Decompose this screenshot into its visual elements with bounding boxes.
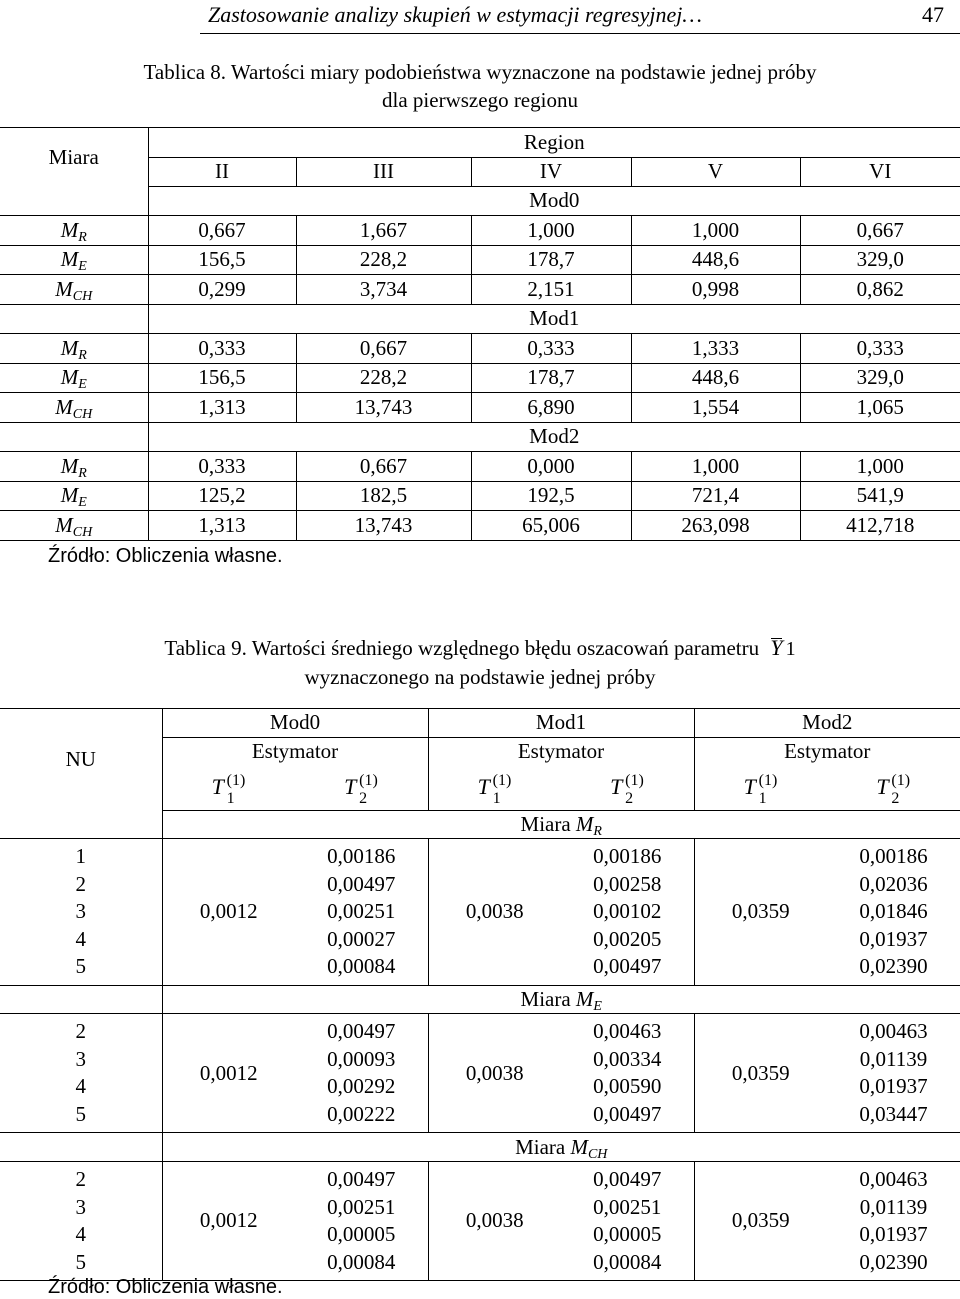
- value-cell: 412,718: [800, 511, 960, 541]
- section-label-word: Miara: [515, 1134, 566, 1159]
- t-subscript: 2: [359, 790, 368, 808]
- t-symbol: [610, 772, 644, 808]
- value-cell: 125,2: [148, 481, 296, 511]
- t2-value: 0,00590: [593, 1074, 662, 1099]
- t2-value: 0,00005: [593, 1222, 662, 1247]
- value-cell: 1,000: [631, 216, 800, 246]
- measure-cell: [0, 481, 148, 511]
- t2-value: 0,00251: [593, 1194, 662, 1219]
- t2-value: 0,00084: [327, 1249, 396, 1274]
- col-nu-header: NU: [0, 709, 162, 811]
- t2-cell: [295, 1014, 428, 1133]
- page-number: 47: [922, 2, 944, 27]
- value-cell: 65,006: [471, 511, 631, 541]
- t8-group-row: [0, 304, 960, 334]
- model-header: Mod1: [428, 709, 694, 738]
- t2-value: 0,02390: [859, 1249, 928, 1274]
- y-bar-subscript: 1: [785, 638, 796, 660]
- t1-value: 0,0012: [162, 1014, 295, 1133]
- value-cell: 541,9: [800, 481, 960, 511]
- table8-caption-line2: dla pierwszego regionu: [382, 88, 578, 112]
- measure-subscript: R: [78, 347, 87, 363]
- t-superscript: (1): [492, 772, 512, 790]
- t-subscript: 2: [891, 790, 900, 808]
- measure-subscript: CH: [72, 524, 93, 540]
- table-row: [0, 275, 960, 305]
- nu-value: 1: [75, 844, 86, 869]
- table-row: [0, 245, 960, 275]
- measure-cell: [0, 275, 148, 305]
- value-cell: 0,333: [800, 334, 960, 364]
- t-subscript: 1: [758, 790, 767, 808]
- t2-value: 0,00093: [327, 1046, 396, 1071]
- value-cell: 448,6: [631, 363, 800, 393]
- estimator-symbol: [428, 766, 561, 811]
- t8-group-row: [0, 187, 960, 216]
- t-symbol: [344, 772, 378, 808]
- t8-header-row: [0, 128, 960, 158]
- measure-subscript: R: [78, 465, 87, 481]
- value-cell: 1,333: [631, 334, 800, 364]
- value-cell: 0,862: [800, 275, 960, 305]
- t-superscript: (1): [891, 772, 911, 790]
- table9-caption: [0, 634, 960, 691]
- measure-symbol: M: [60, 247, 79, 271]
- region-header: IV: [471, 157, 631, 187]
- table-row: [0, 216, 960, 246]
- value-cell: 1,554: [631, 393, 800, 423]
- t2-value: 0,00258: [593, 871, 662, 896]
- value-cell: 178,7: [471, 363, 631, 393]
- group-label: Mod1: [148, 304, 960, 334]
- section-empty-cell: [0, 1133, 162, 1162]
- value-cell: 3,734: [296, 275, 471, 305]
- t2-value: 0,00251: [327, 1194, 396, 1219]
- value-cell: 0,667: [296, 334, 471, 364]
- measure-symbol: M: [60, 335, 79, 360]
- measure-symbol: M: [60, 453, 79, 478]
- t2-value: 0,00102: [593, 899, 662, 924]
- nu-value: 5: [75, 954, 86, 979]
- group-label: Mod0: [148, 187, 960, 216]
- measure-cell: [0, 511, 148, 541]
- t-letter: T: [477, 774, 490, 800]
- t2-value: 0,00005: [327, 1222, 396, 1247]
- nu-value: 2: [75, 1167, 86, 1192]
- table8: [0, 127, 960, 541]
- value-cell: 1,313: [148, 511, 296, 541]
- t1-value: 0,0359: [694, 1014, 827, 1133]
- measure-subscript: E: [593, 998, 602, 1014]
- t2-value: 0,00186: [327, 844, 396, 869]
- t-superscript: (1): [226, 772, 246, 790]
- measure-symbol: M: [575, 811, 594, 836]
- estimator-symbol: [561, 766, 694, 811]
- nu-value: 5: [75, 1101, 86, 1126]
- measure-cell: [0, 363, 148, 393]
- t2-value: 0,01139: [859, 1194, 928, 1219]
- measure-subscript: CH: [72, 288, 93, 304]
- measure-subscript: E: [78, 377, 87, 392]
- t9-section-row: [0, 1133, 960, 1162]
- nu-value: 2: [75, 1019, 86, 1044]
- model-header: Mod0: [162, 709, 428, 738]
- t-symbol: [477, 772, 512, 808]
- t9-model-row: [0, 709, 960, 738]
- nu-value: 4: [75, 1074, 86, 1099]
- t2-value: 0,00186: [593, 844, 662, 869]
- t2-value: 0,00186: [859, 844, 928, 869]
- measure-symbol: M: [55, 512, 73, 537]
- nu-value: 3: [75, 899, 86, 924]
- t-letter: T: [743, 774, 756, 800]
- t1-value: 0,0012: [162, 839, 295, 986]
- value-cell: 13,743: [296, 393, 471, 423]
- nu-value: 5: [75, 1249, 86, 1274]
- group-empty-cell: [0, 422, 148, 452]
- t2-value: 0,00463: [859, 1167, 928, 1192]
- nu-cell: [0, 1162, 162, 1281]
- group-empty-cell: [0, 304, 148, 334]
- value-cell: 0,333: [471, 334, 631, 364]
- table8-caption: [0, 58, 960, 114]
- t9-data-block: [0, 1162, 960, 1281]
- value-cell: 0,333: [148, 334, 296, 364]
- t2-cell: [561, 1162, 694, 1281]
- t2-cell: [561, 1014, 694, 1133]
- t2-value: 0,00497: [593, 1167, 662, 1192]
- value-cell: 263,098: [631, 511, 800, 541]
- section-label: [162, 1133, 960, 1162]
- y-bar-symbol: Y: [770, 635, 783, 660]
- measure-cell: [0, 452, 148, 482]
- t2-value: 0,00084: [593, 1249, 662, 1274]
- value-cell: 721,4: [631, 481, 800, 511]
- measure-cell: [0, 216, 148, 246]
- group-empty-cell: [0, 187, 148, 216]
- t2-value: 0,00084: [327, 954, 396, 979]
- value-cell: 192,5: [471, 481, 631, 511]
- t2-value: 0,00222: [327, 1101, 396, 1126]
- measure-subscript: E: [78, 495, 87, 510]
- measure-symbol: M: [570, 1134, 588, 1159]
- section-label: [162, 985, 960, 1014]
- table9-caption-text: Tablica 9. Wartości średniego względnego błędu oszacowań parametru: [164, 636, 760, 660]
- value-cell: 178,7: [471, 245, 631, 275]
- estimator-header: Estymator: [162, 737, 428, 765]
- t1-value: 0,0038: [428, 1014, 561, 1133]
- region-header: VI: [800, 157, 960, 187]
- t2-value: 0,01937: [859, 1222, 928, 1247]
- value-cell: 448,6: [631, 245, 800, 275]
- t2-value: 0,00292: [327, 1074, 396, 1099]
- table9: [0, 708, 960, 1281]
- value-cell: 228,2: [296, 363, 471, 393]
- value-cell: 0,000: [471, 452, 631, 482]
- t-superscript: (1): [359, 772, 378, 790]
- value-cell: 1,000: [471, 216, 631, 246]
- col-region-header: Region: [148, 128, 960, 158]
- t-symbol: [743, 772, 778, 808]
- table8-caption-line1: Tablica 8. Wartości miary podobieństwa wyznaczone na podstawie jednej próby: [143, 60, 817, 84]
- measure-symbol: M: [60, 365, 79, 389]
- t8-group-row: [0, 422, 960, 452]
- measure-subscript: CH: [587, 1146, 608, 1162]
- nu-value: 3: [75, 1194, 86, 1219]
- t-letter: T: [610, 774, 623, 800]
- t-subscript: 2: [625, 790, 634, 808]
- t2-value: 0,02390: [859, 954, 928, 979]
- t2-value: 0,00497: [593, 1101, 662, 1126]
- t-letter: T: [876, 774, 889, 800]
- t9-data-block: [0, 1014, 960, 1133]
- section-label-word: Miara: [520, 811, 571, 836]
- t9-section-row: [0, 985, 960, 1014]
- measure-subscript: CH: [72, 406, 93, 422]
- section-empty-cell: [0, 985, 162, 1014]
- estimator-symbol: [827, 766, 960, 811]
- value-cell: 1,313: [148, 393, 296, 423]
- measure-subscript: E: [78, 259, 87, 274]
- t1-value: 0,0359: [694, 839, 827, 986]
- estimator-symbol: [694, 766, 827, 811]
- measure-symbol: M: [60, 483, 79, 507]
- value-cell: 156,5: [148, 363, 296, 393]
- value-cell: 6,890: [471, 393, 631, 423]
- t1-value: 0,0038: [428, 839, 561, 986]
- table-row: [0, 334, 960, 364]
- col-measure-header: Miara: [0, 128, 148, 187]
- value-cell: 329,0: [800, 363, 960, 393]
- t-superscript: (1): [625, 772, 644, 790]
- table9-source: Źródło: Obliczenia własne.: [48, 1276, 283, 1298]
- t9-data-block: [0, 839, 960, 986]
- group-label: Mod2: [148, 422, 960, 452]
- measure-symbol: M: [55, 394, 73, 419]
- value-cell: 0,667: [800, 216, 960, 246]
- t2-value: 0,00205: [593, 926, 662, 951]
- t2-value: 0,00463: [859, 1019, 928, 1044]
- value-cell: 228,2: [296, 245, 471, 275]
- estimator-symbol: [295, 766, 428, 811]
- t9-section-row: [0, 810, 960, 839]
- t2-value: 0,00497: [593, 954, 662, 979]
- running-title: Zastosowanie analizy skupień w estymacji regresyjnej…: [208, 2, 702, 27]
- table-row: [0, 363, 960, 393]
- estimator-symbol: [162, 766, 295, 811]
- measure-symbol: M: [575, 986, 594, 1011]
- nu-value: 4: [75, 926, 86, 951]
- region-header: V: [631, 157, 800, 187]
- measure-cell: [0, 393, 148, 423]
- value-cell: 0,998: [631, 275, 800, 305]
- t2-value: 0,00463: [593, 1019, 662, 1044]
- nu-value: 2: [75, 871, 86, 896]
- table-row: [0, 452, 960, 482]
- t2-value: 0,02036: [859, 871, 928, 896]
- region-header: III: [296, 157, 471, 187]
- section-label-word: Miara: [520, 986, 571, 1011]
- model-header: Mod2: [694, 709, 960, 738]
- t1-value: 0,0359: [694, 1162, 827, 1281]
- t-letter: T: [344, 774, 357, 800]
- measure-cell: [0, 334, 148, 364]
- value-cell: 1,065: [800, 393, 960, 423]
- t2-value: 0,03447: [859, 1101, 928, 1126]
- value-cell: 2,151: [471, 275, 631, 305]
- value-cell: 0,299: [148, 275, 296, 305]
- value-cell: 13,743: [296, 511, 471, 541]
- value-cell: 0,333: [148, 452, 296, 482]
- value-cell: 0,667: [148, 216, 296, 246]
- running-header: [0, 0, 960, 32]
- t-subscript: 1: [492, 790, 501, 808]
- measure-symbol: M: [55, 276, 73, 301]
- t-letter: T: [211, 774, 224, 800]
- table8-source: Źródło: Obliczenia własne.: [48, 545, 283, 567]
- value-cell: 156,5: [148, 245, 296, 275]
- table9-caption-line1: [0, 634, 960, 663]
- measure-symbol: M: [60, 217, 79, 242]
- header-rule: [200, 33, 960, 34]
- table9-caption-line2: wyznaczonego na podstawie jednej próby: [304, 665, 656, 689]
- t2-value: 0,00027: [327, 926, 396, 951]
- t-subscript: 1: [226, 790, 235, 808]
- t2-value: 0,00251: [327, 899, 396, 924]
- table-row: [0, 393, 960, 423]
- value-cell: 0,667: [296, 452, 471, 482]
- value-cell: 1,667: [296, 216, 471, 246]
- t2-cell: [561, 839, 694, 986]
- t-superscript: (1): [758, 772, 778, 790]
- value-cell: 1,000: [631, 452, 800, 482]
- t1-value: 0,0038: [428, 1162, 561, 1281]
- t1-value: 0,0012: [162, 1162, 295, 1281]
- t2-cell: [827, 839, 960, 986]
- t2-cell: [295, 839, 428, 986]
- estimator-header: Estymator: [428, 737, 694, 765]
- t2-cell: [827, 1014, 960, 1133]
- region-header: II: [148, 157, 296, 187]
- t2-value: 0,01139: [859, 1046, 928, 1071]
- table-row: [0, 511, 960, 541]
- measure-subscript: R: [593, 823, 602, 839]
- t2-value: 0,00497: [327, 1167, 396, 1192]
- measure-cell: [0, 245, 148, 275]
- t-symbol: [211, 772, 246, 808]
- t2-value: 0,00497: [327, 1019, 396, 1044]
- t2-value: 0,01937: [859, 1074, 928, 1099]
- value-cell: 182,5: [296, 481, 471, 511]
- t2-cell: [295, 1162, 428, 1281]
- measure-subscript: R: [78, 229, 87, 245]
- nu-cell: [0, 839, 162, 986]
- section-empty-cell: [0, 810, 162, 839]
- t-symbol: [876, 772, 911, 808]
- nu-value: 3: [75, 1046, 86, 1071]
- table-row: [0, 481, 960, 511]
- nu-cell: [0, 1014, 162, 1133]
- nu-value: 4: [75, 1222, 86, 1247]
- t2-value: 0,01846: [859, 899, 928, 924]
- t2-value: 0,00497: [327, 871, 396, 896]
- value-cell: 329,0: [800, 245, 960, 275]
- t2-value: 0,00334: [593, 1046, 662, 1071]
- section-label: [162, 810, 960, 839]
- t2-value: 0,01937: [859, 926, 928, 951]
- value-cell: 1,000: [800, 452, 960, 482]
- t2-cell: [827, 1162, 960, 1281]
- estimator-header: Estymator: [694, 737, 960, 765]
